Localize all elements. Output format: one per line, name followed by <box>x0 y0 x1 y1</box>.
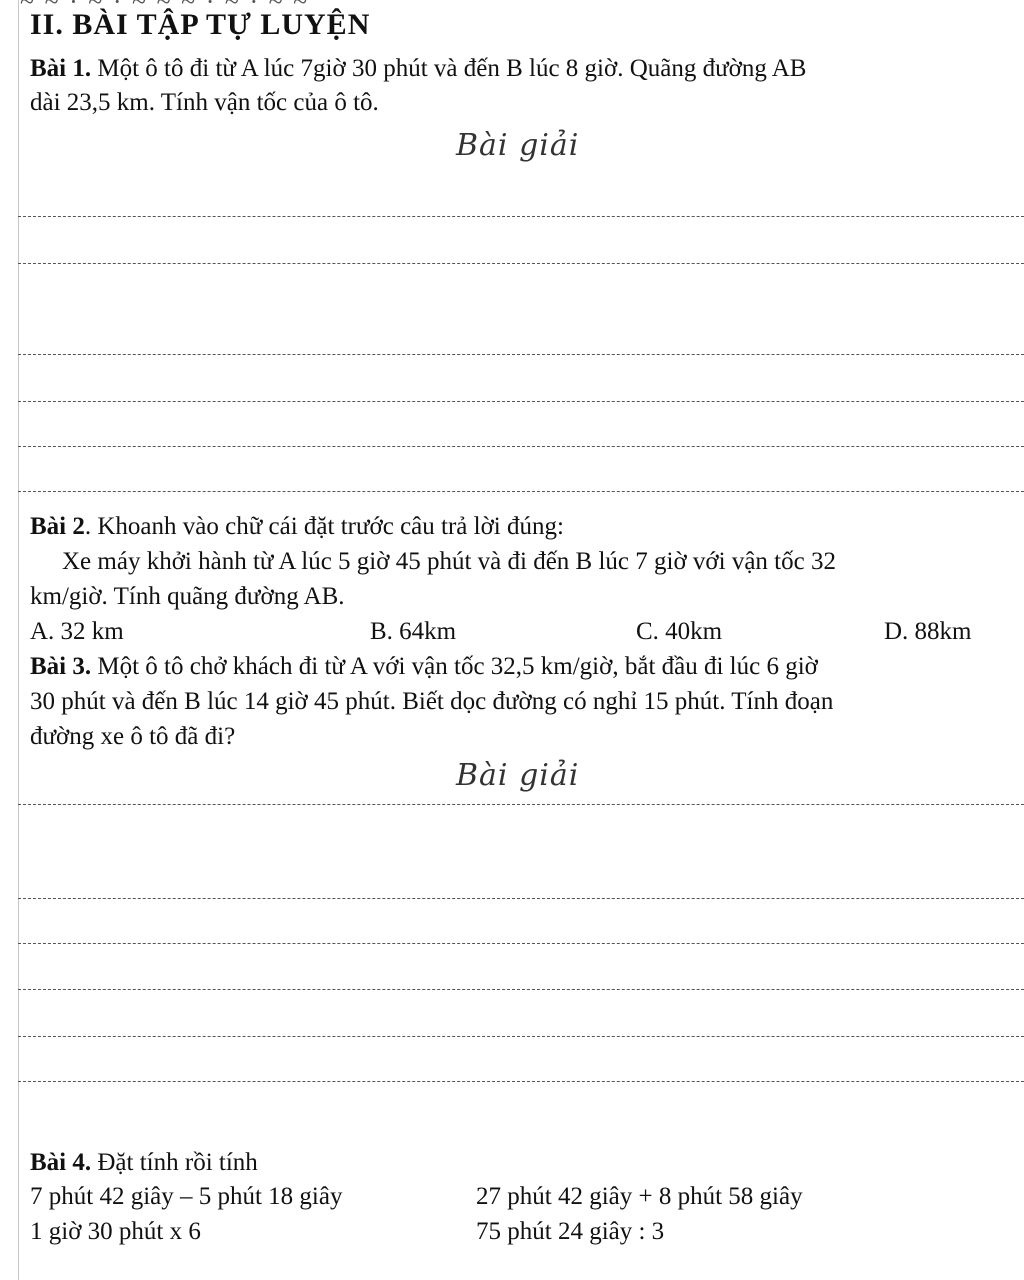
bai2-option-a: A. 32 km <box>30 618 124 645</box>
bai1-text-line1: Một ô tô đi từ A lúc 7giờ 30 phút và đến B lúc 8 giờ. Quãng đường AB <box>97 55 807 82</box>
bai4-item-2: 27 phút 42 giây + 8 phút 58 giây <box>476 1183 803 1210</box>
bai3-text-line2: 30 phút và đến B lúc 14 giờ 45 phút. Biết dọc đường có nghỉ 15 phút. Tính đoạn <box>30 688 834 715</box>
answer-line <box>18 491 1024 492</box>
bai2-option-b: B. 64km <box>370 618 457 645</box>
left-margin-rule <box>18 0 19 1280</box>
answer-line <box>18 1081 1024 1082</box>
bai2-instruction-line <box>30 508 564 545</box>
bai2-instruction: . Khoanh vào chữ cái đặt trước câu trả lời đúng: <box>84 513 564 540</box>
bai2-option-d: D. 88km <box>884 618 972 645</box>
bai3-text-line1: Một ô tô chở khách đi từ A với vận tốc 32,5 km/giờ, bắt đầu đi lúc 6 giờ <box>97 653 818 680</box>
answer-line <box>18 401 1024 402</box>
bai1-label: Bài 1. <box>30 55 92 82</box>
bai3-label: Bài 3. <box>30 653 92 680</box>
section-title: II. BÀI TẬP TỰ LUYỆN <box>30 8 371 41</box>
bai3-solution-heading: Bài giải <box>456 758 580 793</box>
bai4-instruction-line <box>30 1144 258 1181</box>
bai4-item-4: 75 phút 24 giây : 3 <box>476 1218 665 1245</box>
bai1-line1 <box>30 50 806 87</box>
bai4-item-3: 1 giờ 30 phút x 6 <box>30 1218 201 1245</box>
bai4-instruction: Đặt tính rồi tính <box>97 1149 258 1176</box>
bai3-line1 <box>30 648 818 685</box>
answer-line <box>18 263 1024 264</box>
answer-line <box>18 943 1024 944</box>
answer-line <box>18 804 1024 805</box>
bai1-solution-heading: Bài giải <box>456 128 580 163</box>
bai4-label: Bài 4. <box>30 1149 92 1176</box>
bai1-text-line2: dài 23,5 km. Tính vận tốc của ô tô. <box>30 89 379 116</box>
answer-line <box>18 354 1024 355</box>
cropped-top-text <box>20 0 1020 5</box>
bai3-text-line3: đường xe ô tô đã đi? <box>30 723 236 750</box>
bai2-option-c: C. 40km <box>636 618 723 645</box>
bai2-label: Bài 2 <box>30 513 85 540</box>
answer-line <box>18 898 1024 899</box>
bai4-item-1: 7 phút 42 giây – 5 phút 18 giây <box>30 1183 343 1210</box>
answer-line <box>18 1036 1024 1037</box>
answer-line <box>18 989 1024 990</box>
answer-line <box>18 216 1024 217</box>
bai2-text-line2: km/giờ. Tính quãng đường AB. <box>30 583 345 610</box>
bai2-text-line1: Xe máy khởi hành từ A lúc 5 giờ 45 phút và đi đến B lúc 7 giờ với vận tốc 32 <box>62 548 836 575</box>
answer-line <box>18 446 1024 447</box>
